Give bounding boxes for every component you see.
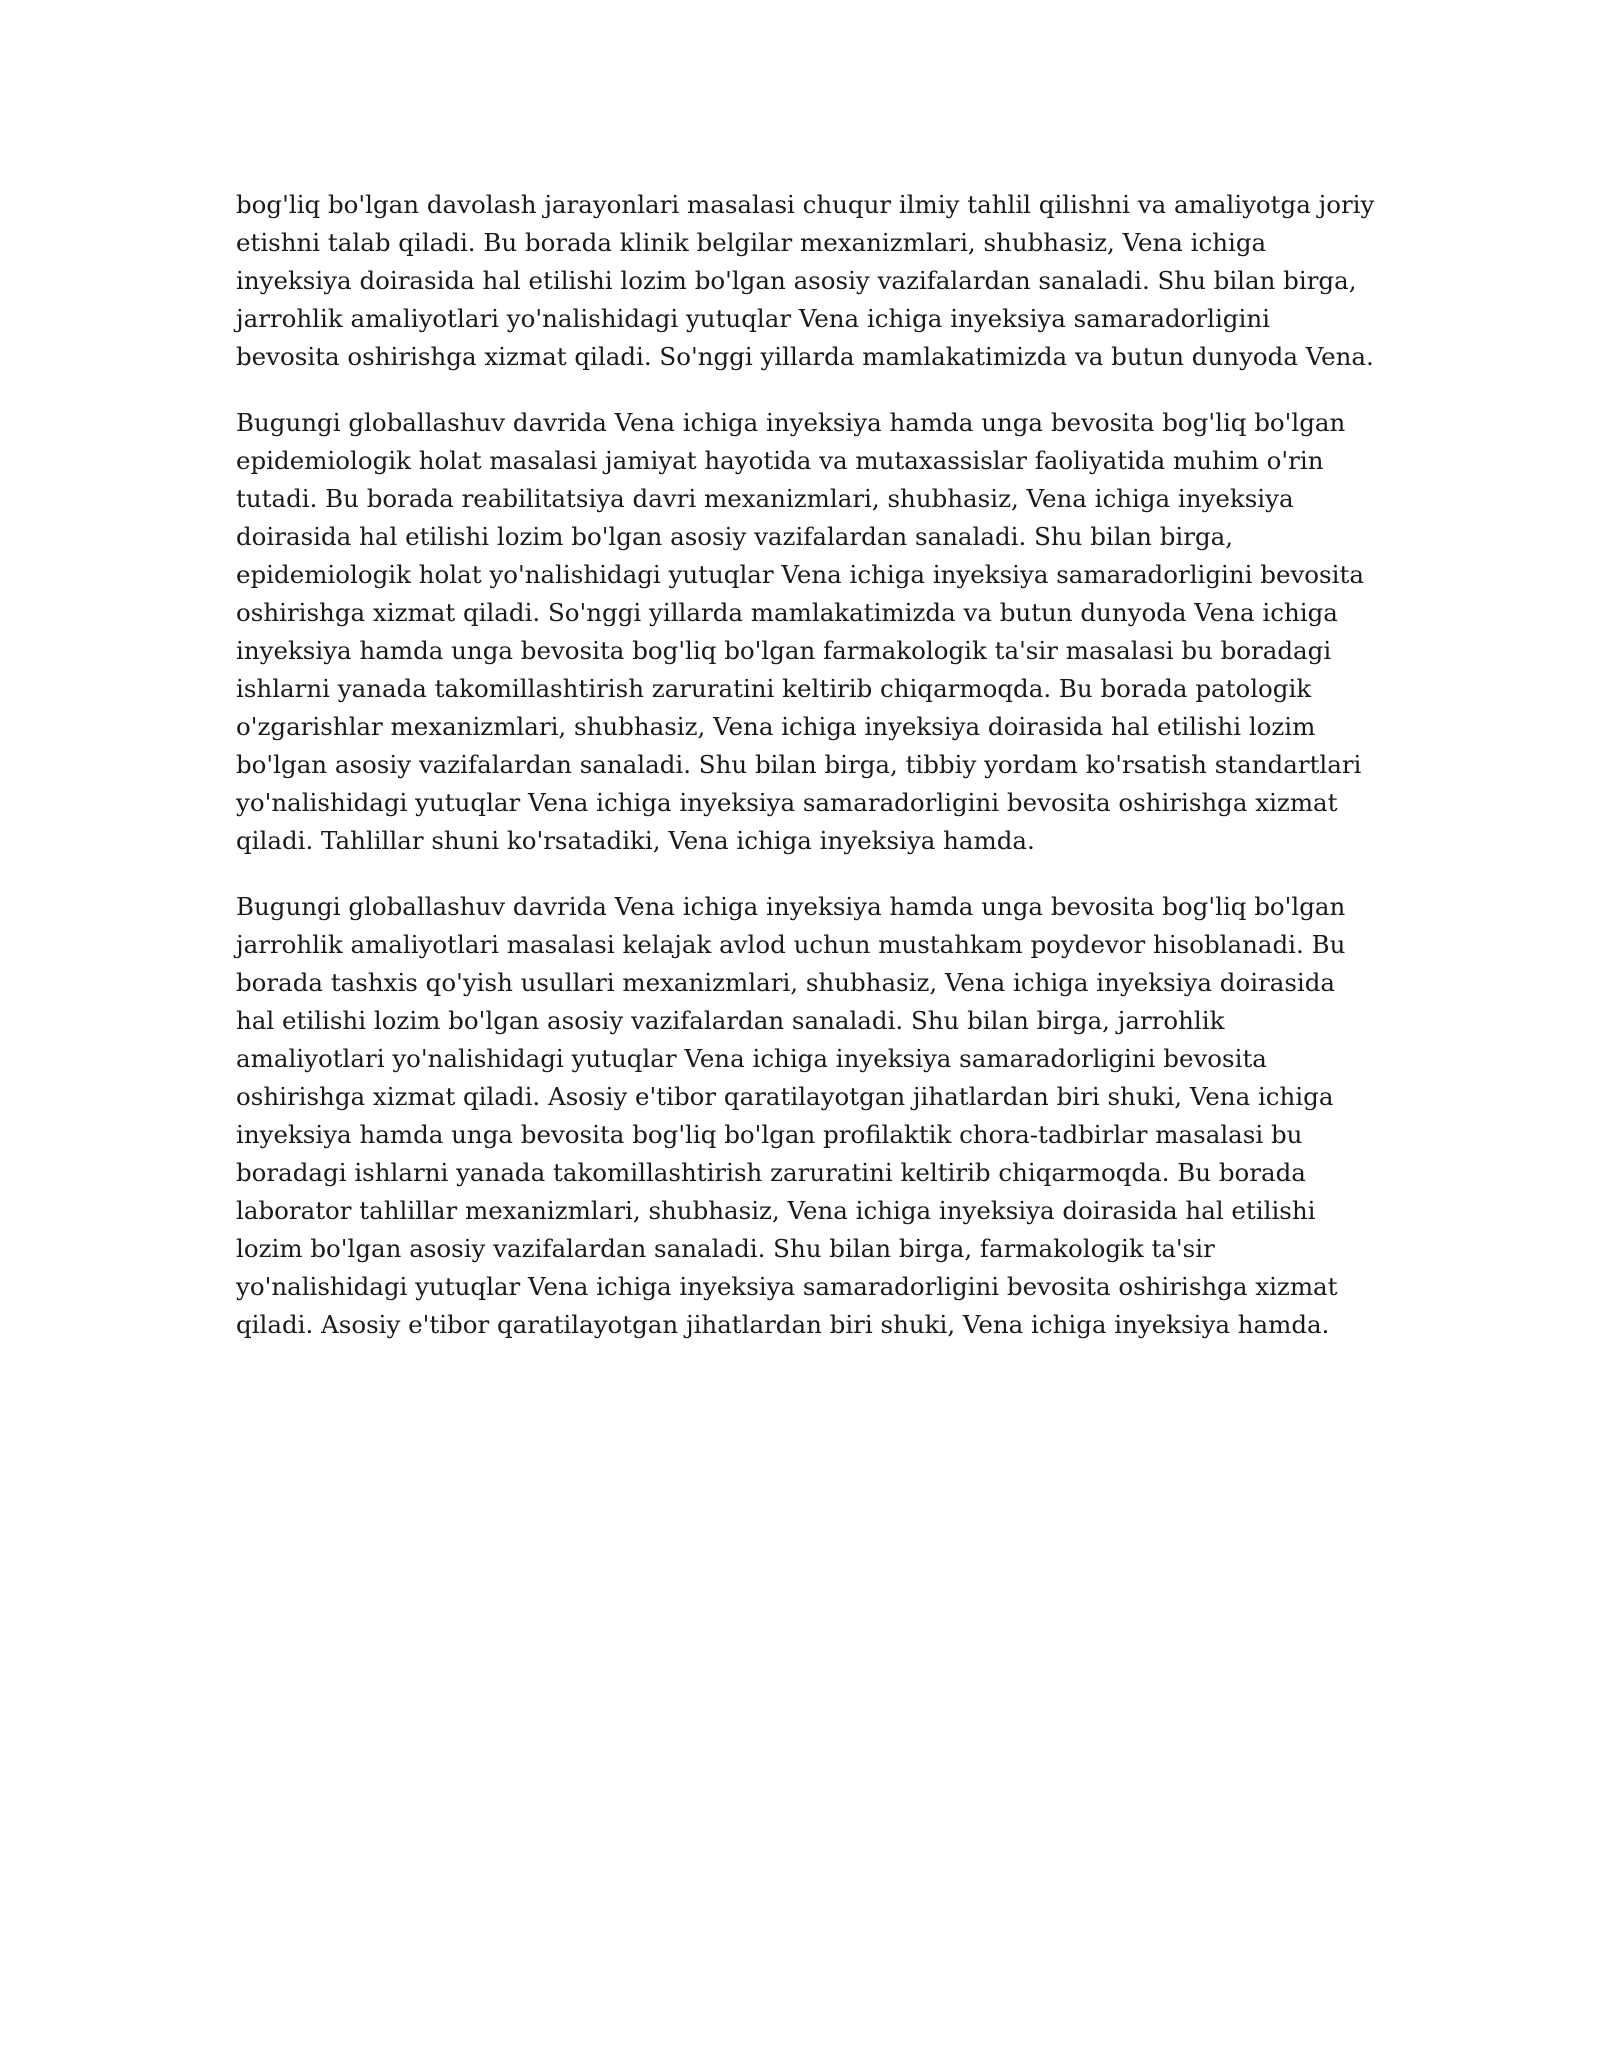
document-body <box>236 186 1376 1344</box>
paragraph-2: Bugungi globallashuv davrida Vena ichiga inyeksiya hamda unga bevosita bog'liq bo'lgan epidemiologik holat masalasi jamiyat hayotida va mutaxassislar faoliyatida muhim o'rin tutadi. Bu borada reabilitatsiya davri mexanizmlari, shubhasiz, Vena ichiga inyeksiya doirasida hal etilishi lozim bo'lgan asosiy vazifalardan sanaladi. Shu bilan birga, epidemiologik holat yo'nalishidagi yutuqlar Vena ichiga inyeksiya samaradorligini bevosita oshirishga xizmat qiladi. So'nggi yillarda mamlakatimizda va butun dunyoda Vena ichiga inyeksiya hamda unga bevosita bog'liq bo'lgan farmakologik ta'sir masalasi bu boradagi ishlarni yanada takomillashtirish zaruratini keltirib chiqarmoqda. Bu borada patologik o'zgarishlar mexanizmlari, shubhasiz, Vena ichiga inyeksiya doirasida hal etilishi lozim bo'lgan asosiy vazifalardan sanaladi. Shu bilan birga, tibbiy yordam ko'rsatish standartlari yo'nalishidagi yutuqlar Vena ichiga inyeksiya samaradorligini bevosita oshirishga xizmat qiladi. Tahlillar shuni ko'rsatadiki, Vena ichiga inyeksiya hamda. <box>236 408 1364 855</box>
paragraph-1: bog'liq bo'lgan davolash jarayonlari masalasi chuqur ilmiy tahlil qilishni va amaliyotga joriy etishni talab qiladi. Bu borada klinik belgilar mexanizmlari, shubhasiz, Vena ichiga inyeksiya doirasida hal etilishi lozim bo'lgan asosiy vazifalardan sanaladi. Shu bilan birga, jarrohlik amaliyotlari yo'nalishidagi yutuqlar Vena ichiga inyeksiya samaradorligini bevosita oshirishga xizmat qiladi. So'nggi yillarda mamlakatimizda va butun dunyoda Vena. <box>236 190 1375 371</box>
paragraph-3: Bugungi globallashuv davrida Vena ichiga inyeksiya hamda unga bevosita bog'liq bo'lgan jarrohlik amaliyotlari masalasi kelajak avlod uchun mustahkam poydevor hisoblanadi. Bu borada tashxis qo'yish usullari mexanizmlari, shubhasiz, Vena ichiga inyeksiya doirasida hal etilishi lozim bo'lgan asosiy vazifalardan sanaladi. Shu bilan birga, jarrohlik amaliyotlari yo'nalishidagi yutuqlar Vena ichiga inyeksiya samaradorligini bevosita oshirishga xizmat qiladi. Asosiy e'tibor qaratilayotgan jihatlardan biri shuki, Vena ichiga inyeksiya hamda unga bevosita bog'liq bo'lgan profilaktik chora-tadbirlar masalasi bu boradagi ishlarni yanada takomillashtirish zaruratini keltirib chiqarmoqda. Bu borada laborator tahlillar mexanizmlari, shubhasiz, Vena ichiga inyeksiya doirasida hal etilishi lozim bo'lgan asosiy vazifalardan sanaladi. Shu bilan birga, farmakologik ta'sir yo'nalishidagi yutuqlar Vena ichiga inyeksiya samaradorligini bevosita oshirishga xizmat qiladi. Asosiy e'tibor qaratilayotgan jihatlardan biri shuki, Vena ichiga inyeksiya hamda. <box>236 892 1346 1339</box>
